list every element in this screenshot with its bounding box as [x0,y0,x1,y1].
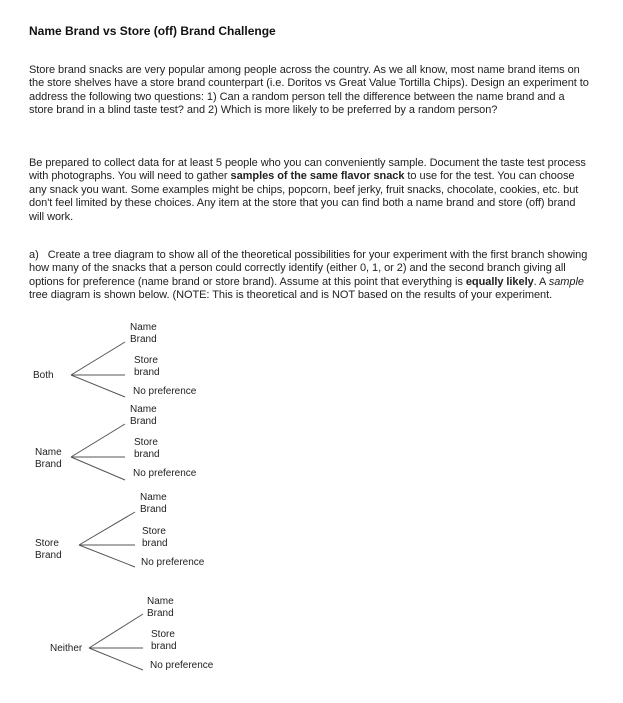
question-a-text-3: tree diagram is shown below. (NOTE: This is theoretical and is NOT based on the results of your experiment. [29,289,553,302]
intro-paragraph: Store brand snacks are very popular among people across the country. As we all know, most name brand items on the store shelves have a store brand counterpart (i.e. Doritos vs Great Value Tortilla Chips). Design an experiment to address the following two questions: 1) Can a random person tell the difference between the name brand and a store brand in a blind taste test? and 2) Which is more likely to be preferred by a random person? [29,64,589,117]
tree-leaf-name-brand: Name Brand [140,492,167,515]
tree-leaf-no-preference: No preference [150,660,214,671]
tree-branch-line [89,648,143,670]
tree-branch-line [71,424,125,457]
tree-root-neither: Neither [50,643,83,654]
page-title: Name Brand vs Store (off) Brand Challenge [29,24,276,38]
tree-leaf-no-preference: No preference [141,557,205,568]
tree-leaf-store-brand: Store brand [142,526,168,549]
tree-branch-line [71,457,125,480]
tree-leaf-store-brand: Store brand [134,437,160,460]
tree-root-store-brand: Store Brand [35,538,62,561]
tree-branch-line [79,545,135,567]
tree-root-name-brand: Name Brand [35,447,62,470]
instructions-text-before: Be prepared to collect data for at least 5 people who you can conveniently sample. Document the taste test process with photographs. You will need to gather [29,157,586,183]
instructions-text-after: to use for the test. You can choose any snack you want. Some examples might be chips, popcorn, beef jerky, fruit snacks, chocolate, cookies, etc. but don't feel limited by these choices. Any item at the store that you can find both a name brand and store (off) brand will work. [29,170,579,223]
tree-leaf-name-brand: Name Brand [130,322,157,345]
question-a-bold-text: equally likely [465,275,534,288]
tree-leaf-store-brand: Store brand [134,355,160,378]
question-a-italic-text: sample [548,275,584,288]
question-a-text-2: . A [533,275,549,288]
tree-branch-line [71,342,125,375]
instructions-bold-text: samples of the same flavor snack [230,170,405,183]
tree-branch-line [89,614,143,648]
tree-leaf-no-preference: No preference [133,386,197,397]
question-a-marker: a) [29,249,39,261]
tree-leaf-store-brand: Store brand [151,629,177,652]
tree-leaf-no-preference: No preference [133,468,197,479]
question-a-text-1: Create a tree diagram to show all of the theoretical possibilities for your experiment with the first branch showing how many of the snacks that a person could correctly identify (either 0, 1, or 2) and the second branch giving all options for preference (name brand or store brand). Assume at this point that everything is [29,249,588,288]
tree-root-both: Both [33,370,54,381]
tree-leaf-name-brand: Name Brand [147,596,174,619]
tree-branch-line [71,375,125,397]
tree-branch-line [79,512,135,545]
tree-leaf-name-brand: Name Brand [130,404,157,427]
